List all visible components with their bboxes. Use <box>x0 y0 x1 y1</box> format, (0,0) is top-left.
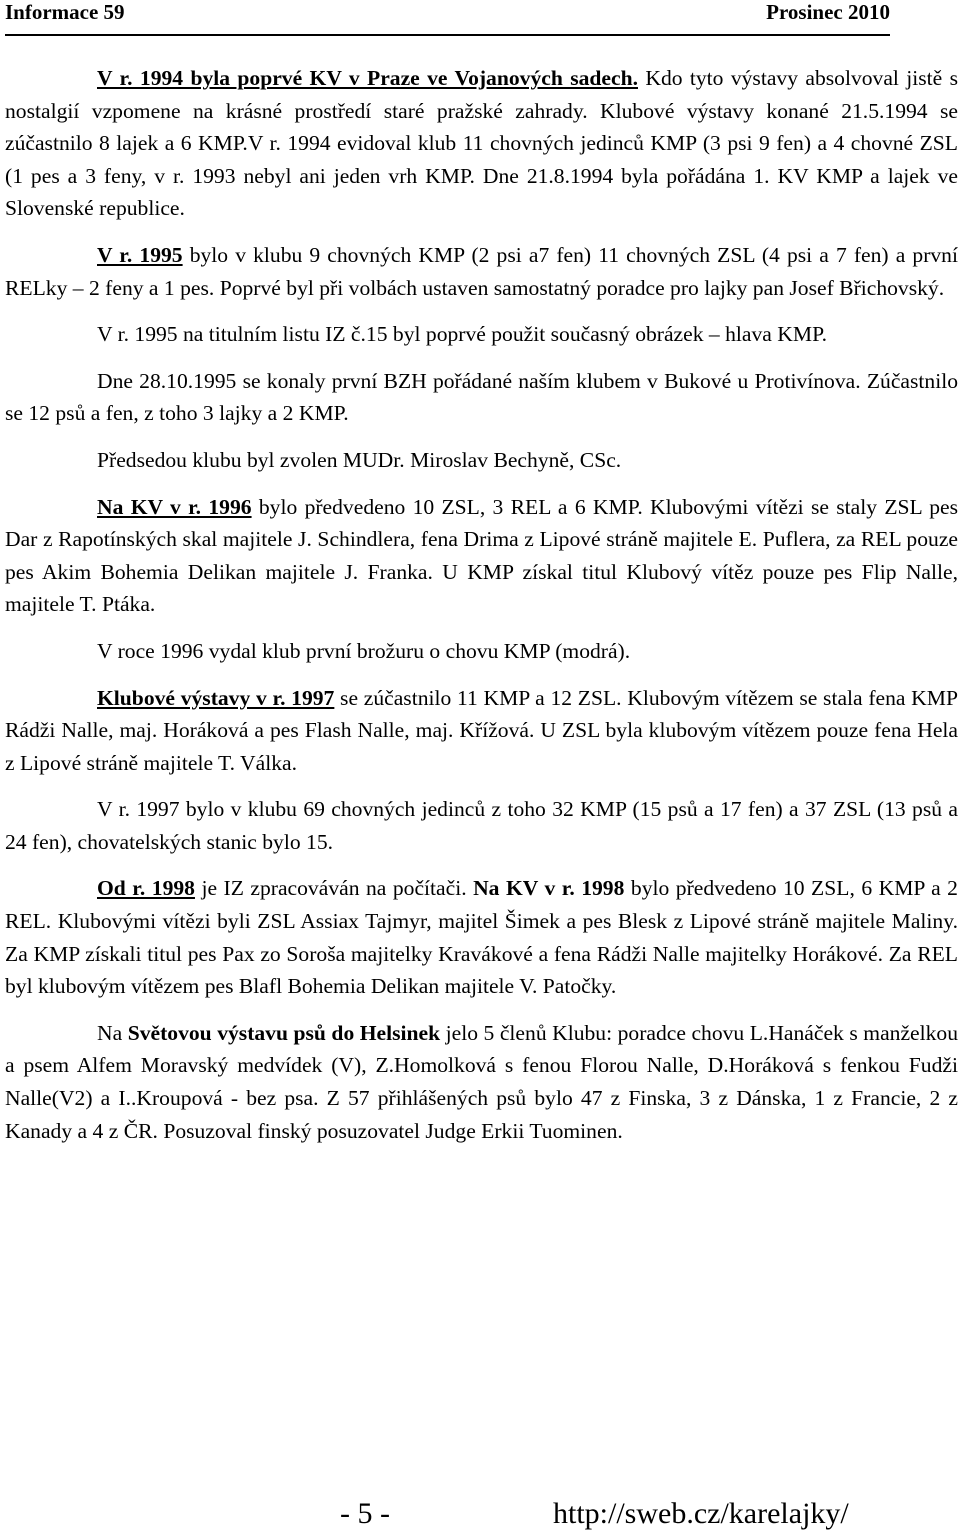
paragraph-title-image <box>5 318 958 351</box>
body-text: je IZ zpracováván na počítači. <box>194 876 474 901</box>
newsletter-issue: Informace 59 <box>5 0 125 24</box>
paragraph-1996 <box>5 491 958 621</box>
emphasized-text: Na KV v r. 1996 <box>97 494 252 519</box>
paragraph-1995 <box>5 239 958 304</box>
paragraph-chairman <box>5 444 958 477</box>
paragraph-1994 <box>5 62 958 225</box>
body-text: V r. 1997 bylo v klubu 69 chovných jedinců z toho 32 KMP (15 psů a 17 fen) a 37 ZSL (13 psů a 24 fen), chovatelských stanic bylo 15. <box>5 797 958 854</box>
paragraph-brochure <box>5 635 958 668</box>
page-number: - 5 - <box>340 1497 390 1530</box>
paragraph-bzh <box>5 365 958 430</box>
paragraph-1997-show <box>5 682 958 780</box>
body-text: V roce 1996 vydal klub první brožuru o chovu KMP (modrá). <box>97 638 631 663</box>
body-text: jelo 5 členů Klubu: poradce chovu L.Hanáček s manželkou a psem Alfem Moravský medvídek (V), Z.Homolková s fenou Florou Nalle, D.Horáková s fenkou Fudži Nalle(V2) a I..Kroupová - bez psa. Z 57 přihlášených psů bylo 47 z Finska, 3 z Dánska, 1 z Francie, 2 z Kanady a 4 z ČR. Posuzoval finský posuzovatel Judge Erkii Tuominen. <box>5 1020 959 1143</box>
page-footer <box>0 1497 960 1539</box>
paragraph-1998 <box>5 872 958 1002</box>
emphasized-text: Světovou výstavu psů do Helsinek <box>127 1020 441 1045</box>
website-url: http://sweb.cz/karelajky/ <box>553 1497 849 1530</box>
issue-date: Prosinec 2010 <box>766 0 890 24</box>
body-text: bylo předvedeno 10 ZSL, 6 KMP a 2 REL. Klubovými vítězi byli ZSL Assiax Tajmyr, majitel Šimek a pes Blesk z Lipové stráně majitele Maliny. Za KMP získali titul pes Pax zo Soroša majitelky Kravákové a fena Rádži Nalle majitelky Horákové. Za REL byl klubovým vítězem pes Blafl Bohemia Delikan majitele V. Patočky. <box>5 876 958 999</box>
body-text: Na <box>97 1020 128 1045</box>
emphasized-text: Klubové výstavy v r. 1997 <box>97 685 335 710</box>
paragraph-1997-stats <box>5 793 958 858</box>
paragraph-helsinki <box>5 1017 958 1147</box>
article-body <box>5 62 958 1161</box>
body-text: Předsedou klubu byl zvolen MUDr. Miroslav Bechyně, CSc. <box>97 447 622 472</box>
emphasized-text: Na KV v r. 1998 <box>473 876 625 901</box>
emphasized-text: V r. 1994 byla poprvé KV v Praze ve Vojanových sadech. <box>97 66 638 90</box>
body-text: bylo v klubu 9 chovných KMP (2 psi a7 fen) 11 chovných ZSL (4 psi a 7 fen) a první RELky – 2 feny a 1 pes. Poprvé byl při volbách ustaven samostatný poradce pro lajky pan Josef Břichovský. <box>5 242 958 300</box>
body-text: bylo předvedeno 10 ZSL, 3 REL a 6 KMP. Klubovými vítězi se staly ZSL pes Dar z Rapotínských skal majitele J. Schindlera, fena Drima z Lipové stráně majitele E. Puflera, za REL pouze pes Akim Bohemia Delikan majitele J. Franka. U KMP získal titul Klubový vítěz pouze pes Flip Nalle, majitele T. Ptáka. <box>5 494 958 617</box>
body-text: Kdo tyto výstavy absolvoval jistě s nostalgií vzpomene na krásné prostředí staré pražské zahrady. Klubové výstavy konané 21.5.1994 se zúčastnilo 8 lajek a 6 KMP.V r. 1994 evidoval klub 11 chovných jedinců KMP (3 psi 9 fen) a 4 chovné ZSL (1 pes a 3 feny, v r. 1993 nebyl ani jeden vrh KMP. Dne 21.8.1994 byla pořádána 1. KV KMP a lajek ve Slovenské republice. <box>5 66 959 221</box>
page-header <box>5 0 890 36</box>
body-text: se zúčastnilo 11 KMP a 12 ZSL. Klubovým vítězem se stala fena KMP Rádži Nalle, maj. Horáková a pes Flash Nalle, maj. Křížová. U ZSL byla klubovým vítězem pouze fena Hela z Lipové stráně majitele T. Válka. <box>5 685 958 775</box>
body-text: Dne 28.10.1995 se konaly první BZH pořádané naším klubem v Bukové u Protivínova. Zúčastnilo se 12 psů a fen, z toho 3 lajky a 2 KMP. <box>5 368 958 426</box>
emphasized-text: V r. 1995 <box>97 242 183 267</box>
emphasized-text: Od r. 1998 <box>97 876 195 901</box>
body-text: V r. 1995 na titulním listu IZ č.15 byl poprvé použit současný obrázek – hlava KMP. <box>97 322 828 347</box>
